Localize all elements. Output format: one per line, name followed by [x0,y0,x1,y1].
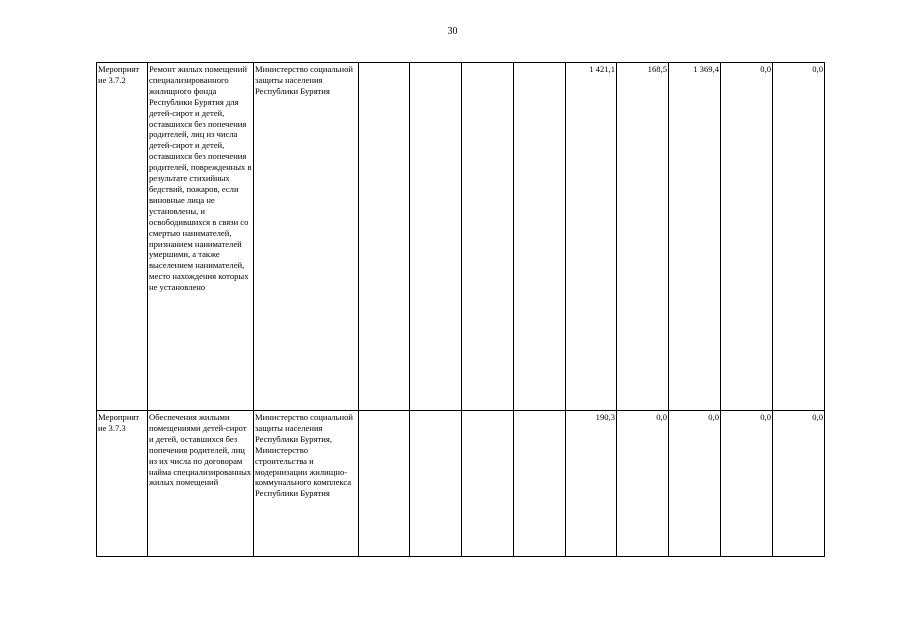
measure-name: Ремонт жилых помещений специализированного жилищного фонда Республики Бурятия для детей-сирот и детей, оставшихся без попечения родителей, лиц из числа детей-сирот и детей, оставшихся без попечения родителей, поврежденных в результате стихийных бедствий, пожаров, если виновные лица не установлены, и освободившихся в связи со смертью нанимателей, признанием нанимателей умершими, а также выселением нанимателей, место нахождения которых не установлено [148,63,254,411]
empty-cell [514,411,566,557]
measure-name: Обеспечения жилыми помещениями детей-сирот и детей, оставшихся без попечения родителей, лиц из их числа по договорам найма специализированных жилых помещений [148,411,254,557]
empty-cell [359,63,410,411]
measure-code: Мероприят ие 3.7.2 [97,63,148,411]
measure-executor: Министерство социальной защиты населения Республики Бурятия [254,63,359,411]
program-table [96,62,825,557]
table-row [97,411,825,557]
value-cell: 0,0 [773,63,825,411]
table-row [97,63,825,411]
empty-cell [514,63,566,411]
page-number: 30 [447,26,458,37]
value-cell: 0,0 [669,411,721,557]
empty-cell [462,411,514,557]
value-cell: 1 369,4 [669,63,721,411]
measure-code: Мероприят ие 3.7.3 [97,411,148,557]
value-cell: 0,0 [617,411,669,557]
value-cell: 190,3 [566,411,617,557]
empty-cell [359,411,410,557]
empty-cell [462,63,514,411]
measure-executor: Министерство социальной защиты населения Республики Бурятия, Министерство строительства и модернизации жилищно-коммунального комплекса Республики Бурятия [254,411,359,557]
empty-cell [410,63,462,411]
value-cell: 0,0 [721,63,773,411]
empty-cell [410,411,462,557]
value-cell: 1 421,1 [566,63,617,411]
value-cell: 0,0 [773,411,825,557]
value-cell: 0,0 [721,411,773,557]
value-cell: 168,5 [617,63,669,411]
